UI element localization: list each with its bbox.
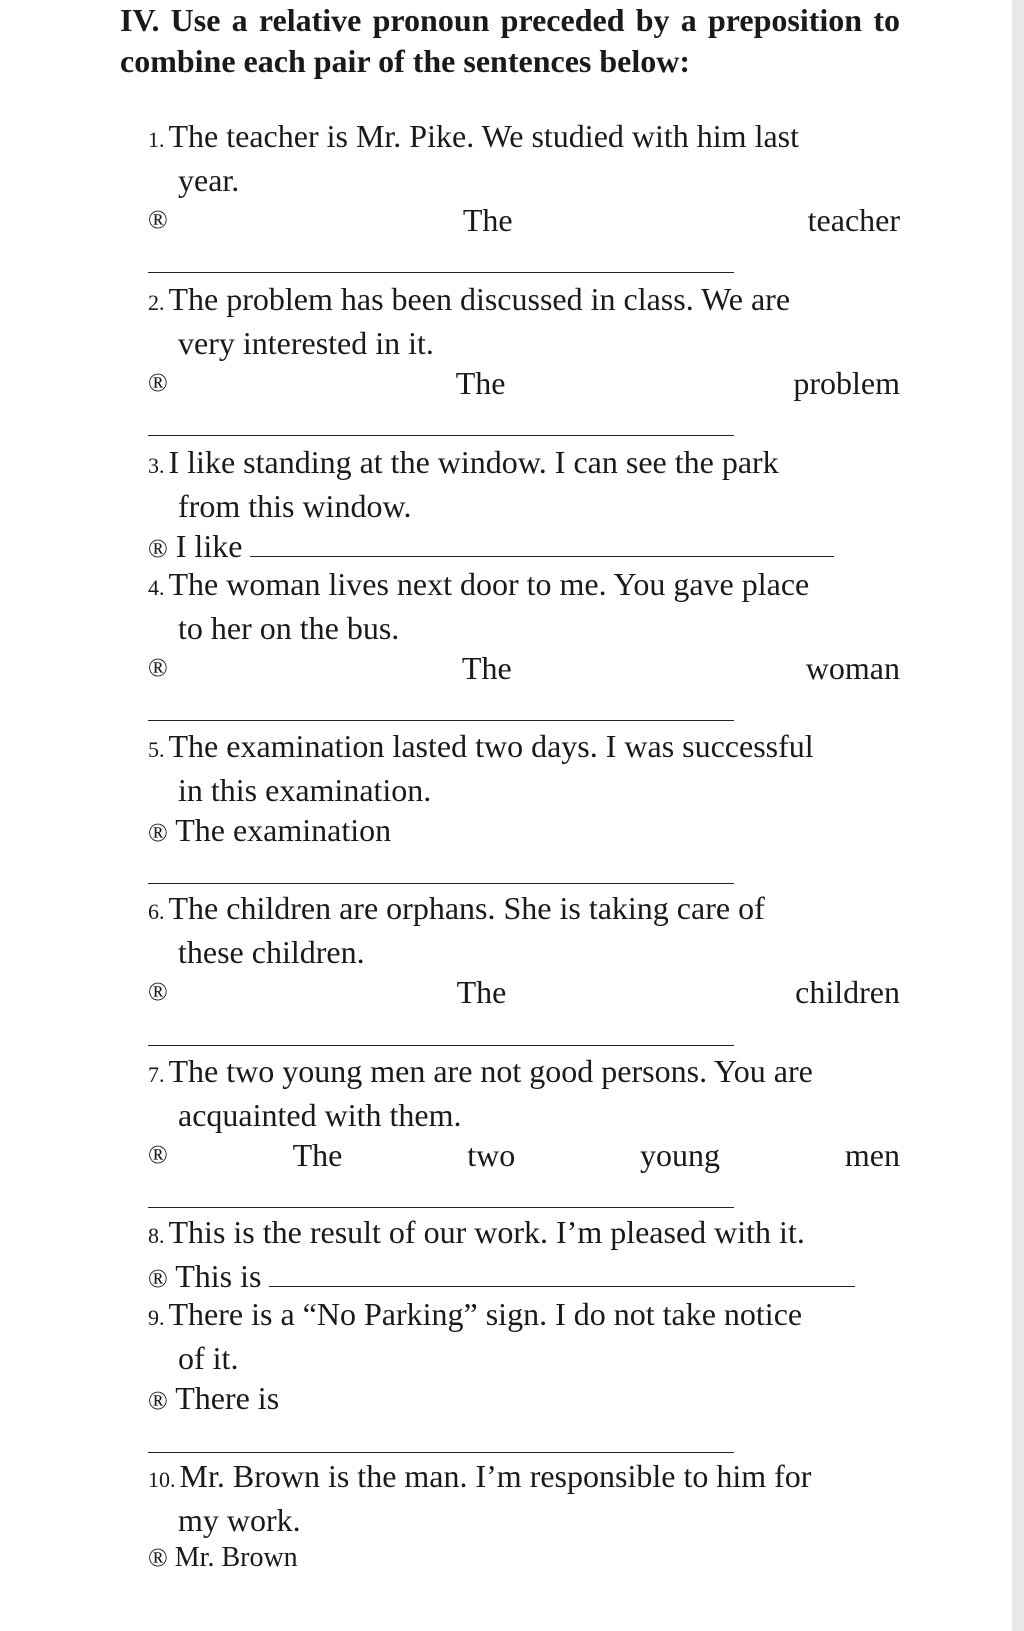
- question-number: 2.: [148, 290, 165, 315]
- answer-prompt: [148, 1256, 900, 1299]
- answer-blank[interactable]: [148, 1207, 734, 1208]
- answer-blank[interactable]: [250, 528, 834, 557]
- question-1: [148, 116, 900, 240]
- answer-blank[interactable]: [148, 883, 734, 884]
- answer-mark-icon: ®: [148, 977, 168, 1006]
- question-4: [148, 564, 900, 688]
- answer-start: I like: [175, 528, 243, 564]
- question-number: 4.: [148, 575, 165, 600]
- answer-word: young: [640, 1137, 721, 1173]
- question-text: The two young men are not good persons. You are: [168, 1053, 813, 1089]
- answer-prompt: [148, 363, 900, 403]
- answer-word: The: [462, 202, 513, 238]
- question-6: [148, 888, 900, 1012]
- answer-blank[interactable]: [269, 1258, 855, 1287]
- question-text-cont: from this window.: [178, 488, 412, 524]
- answer-blank[interactable]: [148, 272, 734, 273]
- exercise-heading: IV. Use a relative pronoun preceded by a preposition to combine each pair of the sentences below:: [120, 2, 900, 79]
- answer-word: men: [844, 1137, 900, 1173]
- answer-word: teacher: [807, 202, 900, 238]
- answer-mark-icon: ®: [148, 1543, 168, 1572]
- answer-mark-icon: ®: [148, 653, 168, 682]
- answer-prompt: [148, 1540, 900, 1576]
- question-text: The children are orphans. She is taking care of: [168, 890, 765, 926]
- answer-prompt: [148, 648, 900, 688]
- question-number: 3.: [148, 453, 165, 478]
- answer-mark-icon: ®: [148, 534, 168, 563]
- answer-mark-icon: ®: [148, 205, 168, 234]
- page-edge-divider: [1012, 0, 1024, 1631]
- question-text-cont: to her on the bus.: [178, 610, 400, 646]
- question-number: 9.: [148, 1305, 165, 1330]
- answer-mark-icon: ®: [148, 1140, 168, 1169]
- question-text-cont: in this examination.: [178, 772, 432, 808]
- answer-start: Mr. Brown: [174, 1542, 298, 1573]
- question-9: [148, 1294, 900, 1421]
- answer-mark-icon: ®: [148, 818, 168, 847]
- question-8: [148, 1212, 900, 1299]
- answer-word: problem: [793, 365, 900, 401]
- question-text: Mr. Brown is the man. I’m responsible to him for: [179, 1458, 812, 1494]
- question-number: 1.: [148, 127, 165, 152]
- answer-mark-icon: ®: [148, 1264, 168, 1293]
- answer-start: This is: [175, 1258, 262, 1294]
- answer-mark-icon: ®: [148, 368, 168, 397]
- answer-word: woman: [805, 650, 900, 686]
- question-text-cont: of it.: [178, 1340, 239, 1376]
- question-2: [148, 279, 900, 403]
- question-number: 5.: [148, 737, 165, 762]
- answer-prompt: [148, 200, 900, 240]
- question-text: I like standing at the window. I can see the park: [168, 444, 779, 480]
- question-number: 8.: [148, 1223, 165, 1248]
- question-text-cont: my work.: [178, 1502, 301, 1538]
- question-3: [148, 442, 900, 569]
- question-text-cont: acquainted with them.: [178, 1097, 462, 1133]
- question-number: 7.: [148, 1062, 165, 1087]
- question-text: There is a “No Parking” sign. I do not take notice: [168, 1296, 803, 1332]
- question-number: 6.: [148, 899, 165, 924]
- answer-prompt: [148, 810, 900, 853]
- answer-prompt: [148, 526, 900, 569]
- question-text: This is the result of our work. I’m pleased with it.: [168, 1214, 805, 1250]
- answer-start: The examination: [175, 812, 392, 848]
- question-text: The teacher is Mr. Pike. We studied with him last: [168, 118, 799, 154]
- answer-word: The: [292, 1137, 343, 1173]
- question-text: The problem has been discussed in class. We are: [168, 281, 791, 317]
- question-text-cont: these children.: [178, 934, 365, 970]
- answer-word: The: [461, 650, 512, 686]
- answer-blank[interactable]: [148, 720, 734, 721]
- answer-blank[interactable]: [148, 1452, 734, 1453]
- answer-mark-icon: ®: [148, 1386, 168, 1415]
- answer-prompt: [148, 1135, 900, 1175]
- answer-word: The: [456, 974, 507, 1010]
- question-7: [148, 1051, 900, 1175]
- answer-blank[interactable]: [148, 435, 734, 436]
- question-10: [148, 1456, 900, 1576]
- question-text-cont: year.: [178, 162, 240, 198]
- answer-blank[interactable]: [148, 1045, 734, 1046]
- question-text-cont: very interested in it.: [178, 325, 434, 361]
- answer-word: children: [795, 974, 900, 1010]
- question-number: 10.: [148, 1467, 176, 1492]
- question-text: The examination lasted two days. I was successful: [168, 728, 814, 764]
- answer-prompt: [148, 1378, 900, 1421]
- answer-word: The: [455, 365, 506, 401]
- question-text: The woman lives next door to me. You gave place: [168, 566, 810, 602]
- answer-start: There is: [175, 1380, 280, 1416]
- answer-prompt: [148, 972, 900, 1012]
- answer-word: two: [467, 1137, 516, 1173]
- question-5: [148, 726, 900, 853]
